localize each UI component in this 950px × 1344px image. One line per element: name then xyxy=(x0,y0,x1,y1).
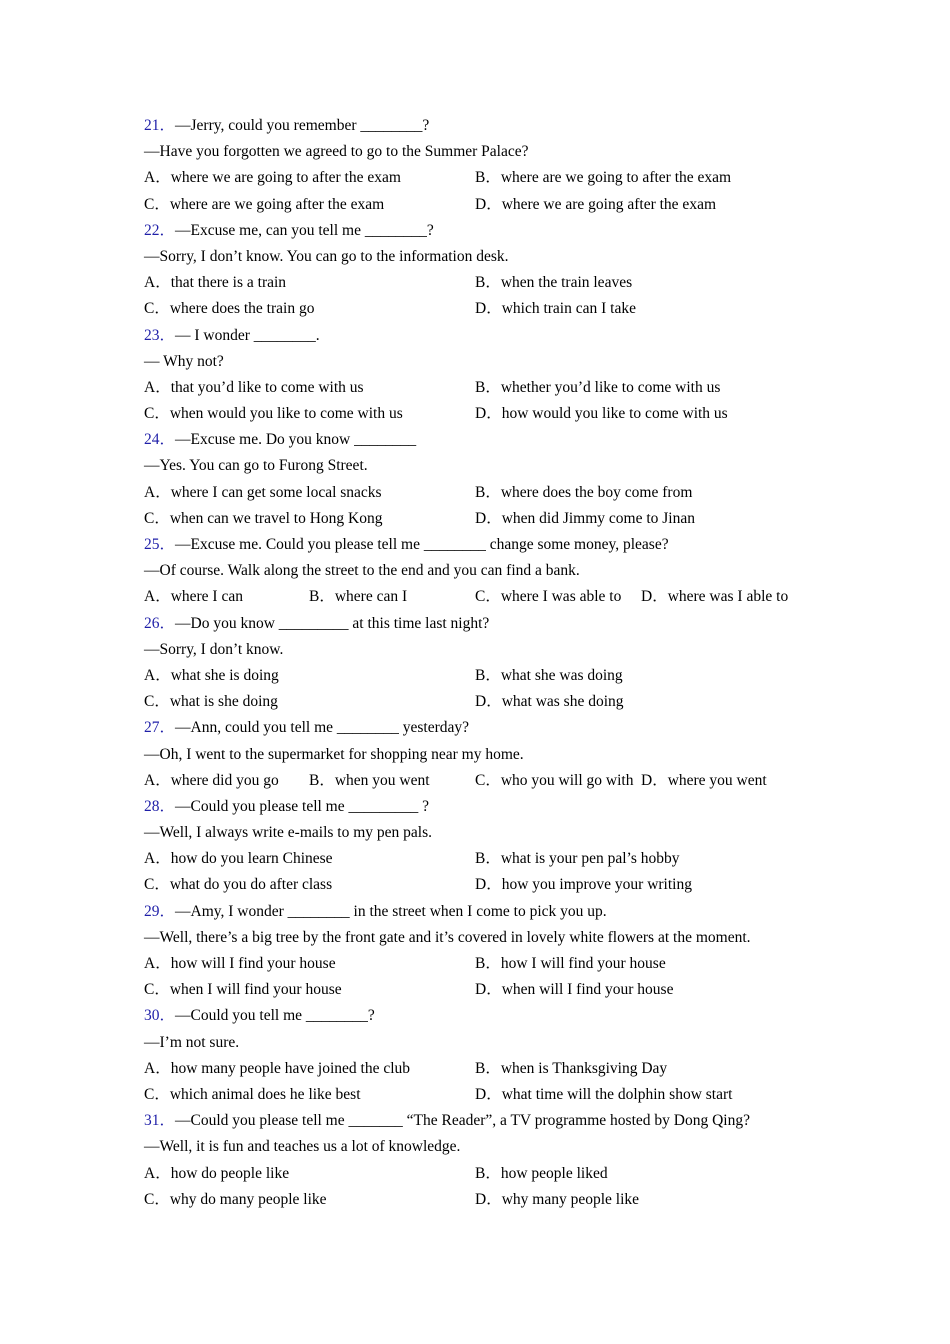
option-d: D．where we are going after the exam xyxy=(475,195,716,213)
option-row xyxy=(144,1187,814,1213)
option-d: D．what was she doing xyxy=(475,693,624,711)
option-row xyxy=(144,768,814,794)
question-stem xyxy=(144,532,814,558)
option-c: C．when would you like to come with us xyxy=(144,405,403,423)
option-d: D．how would you like to come with us xyxy=(475,405,728,423)
option-row xyxy=(144,689,814,715)
question-reply: —Have you forgotten we agreed to go to the Summer Palace? xyxy=(144,143,529,161)
question-stem xyxy=(144,427,814,453)
option-row xyxy=(144,506,814,532)
option-row xyxy=(144,401,814,427)
option-a: A．that there is a train xyxy=(144,274,287,292)
option-b: B．what is your pen pal’s hobby xyxy=(475,850,680,868)
question-stem xyxy=(144,1108,814,1134)
option-row xyxy=(144,977,814,1003)
option-row xyxy=(144,872,814,898)
question-number: 23． xyxy=(144,326,176,344)
option-c: C．what is she doing xyxy=(144,693,278,711)
option-b: B．where can I xyxy=(309,588,408,606)
option-d: D．where was I able to xyxy=(641,588,789,606)
option-c: C．who you will go with xyxy=(475,771,634,789)
question-reply: —Well, there’s a big tree by the front gate and it’s covered in lovely white flowers at the moment. xyxy=(144,928,751,946)
option-row xyxy=(144,584,814,610)
question-reply: —Oh, I went to the supermarket for shopping near my home. xyxy=(144,745,524,763)
question-text: —Could you please tell me _______ “The Reader”, a TV programme hosted by Dong Qing? xyxy=(175,1112,750,1130)
option-row xyxy=(144,165,814,191)
option-d: D．why many people like xyxy=(475,1190,640,1208)
question-stem xyxy=(144,794,814,820)
question-number: 21． xyxy=(144,117,176,134)
option-c: C．why do many people like xyxy=(144,1190,327,1208)
option-row xyxy=(144,846,814,872)
question-number: 30． xyxy=(144,1007,176,1025)
option-c: C．what do you do after class xyxy=(144,876,333,894)
question-stem xyxy=(144,323,814,349)
option-a: A．where I can xyxy=(144,588,243,606)
question-stem xyxy=(144,611,814,637)
question-text: —Excuse me. Do you know ________ xyxy=(175,431,417,449)
option-row xyxy=(144,1082,814,1108)
option-d: D．where you went xyxy=(641,771,767,789)
option-b: B．where are we going to after the exam xyxy=(475,169,732,187)
question-number: 25． xyxy=(144,536,176,553)
option-a: A．where did you go xyxy=(144,771,279,789)
question-stem xyxy=(144,715,814,741)
option-d: D．what time will the dolphin show start xyxy=(475,1085,733,1103)
question-reply: —I’m not sure. xyxy=(144,1033,240,1051)
option-a: A．where we are going to after the exam xyxy=(144,169,401,187)
option-a: A．how do you learn Chinese xyxy=(144,850,333,868)
question-reply: —Yes. You can go to Furong Street. xyxy=(144,457,368,475)
question-stem xyxy=(144,113,814,139)
option-row xyxy=(144,480,814,506)
question-text: —Ann, could you tell me ________ yesterday? xyxy=(175,719,470,737)
option-row xyxy=(144,296,814,322)
option-a: A．what she is doing xyxy=(144,666,279,684)
question-text: —Could you tell me ________? xyxy=(175,1007,375,1025)
option-c: C．where does the train go xyxy=(144,300,315,318)
option-c: C．which animal does he like best xyxy=(144,1085,361,1103)
option-c: C．where I was able to xyxy=(475,588,622,606)
question-text: —Excuse me, can you tell me ________? xyxy=(175,221,434,239)
option-a: A．how will I find your house xyxy=(144,955,336,972)
question-reply: —Well, it is fun and teaches us a lot of knowledge. xyxy=(144,1138,461,1156)
question-number: 31． xyxy=(144,1112,176,1130)
option-b: B．how I will find your house xyxy=(475,955,666,972)
option-d: D．when did Jimmy come to Jinan xyxy=(475,509,695,527)
option-a: A．how do people like xyxy=(144,1164,290,1182)
question-text: — I wonder ________. xyxy=(175,326,320,344)
question-text: —Excuse me. Could you please tell me ________ change some money, please? xyxy=(175,536,669,553)
option-d: D．which train can I take xyxy=(475,300,636,318)
option-b: B．how people liked xyxy=(475,1164,608,1182)
question-text: —Do you know _________ at this time last night? xyxy=(175,614,490,632)
option-b: B．where does the boy come from xyxy=(475,483,693,501)
option-row xyxy=(144,1161,814,1187)
option-a: A．how many people have joined the club xyxy=(144,1059,411,1077)
option-row xyxy=(144,951,814,977)
question-number: 24． xyxy=(144,431,176,449)
option-b: B．what she was doing xyxy=(475,666,623,684)
question-list xyxy=(144,113,814,1213)
option-row xyxy=(144,192,814,218)
option-c: C．when can we travel to Hong Kong xyxy=(144,509,383,527)
option-c: C．where are we going after the exam xyxy=(144,195,385,213)
option-b: B．when you went xyxy=(309,771,430,789)
question-number: 26． xyxy=(144,614,176,632)
question-text: —Amy, I wonder ________ in the street when I come to pick you up. xyxy=(175,902,607,920)
option-row xyxy=(144,663,814,689)
question-reply: —Sorry, I don’t know. xyxy=(144,640,284,658)
question-number: 22． xyxy=(144,221,176,239)
question-number: 29． xyxy=(144,902,176,920)
option-row xyxy=(144,375,814,401)
option-b: B．whether you’d like to come with us xyxy=(475,378,721,396)
option-a: A．that you’d like to come with us xyxy=(144,378,364,396)
question-number: 27． xyxy=(144,719,176,737)
question-stem xyxy=(144,218,814,244)
question-stem xyxy=(144,899,814,925)
question-reply: — Why not? xyxy=(144,352,224,370)
question-text: —Could you please tell me _________ ? xyxy=(175,797,430,815)
option-b: B．when is Thanksgiving Day xyxy=(475,1059,668,1077)
question-number: 28． xyxy=(144,797,176,815)
option-c: C．when I will find your house xyxy=(144,981,342,999)
question-stem xyxy=(144,1003,814,1029)
option-b: B．when the train leaves xyxy=(475,274,633,292)
option-a: A．where I can get some local snacks xyxy=(144,483,382,501)
question-reply: —Of course. Walk along the street to the end and you can find a bank. xyxy=(144,562,580,580)
question-reply: —Well, I always write e-mails to my pen pals. xyxy=(144,824,433,842)
question-text: —Jerry, could you remember ________? xyxy=(175,117,430,134)
option-row xyxy=(144,1056,814,1082)
option-row xyxy=(144,270,814,296)
option-d: D．when will I find your house xyxy=(475,981,674,999)
option-d: D．how you improve your writing xyxy=(475,876,692,894)
question-reply: —Sorry, I don’t know. You can go to the information desk. xyxy=(144,247,509,265)
